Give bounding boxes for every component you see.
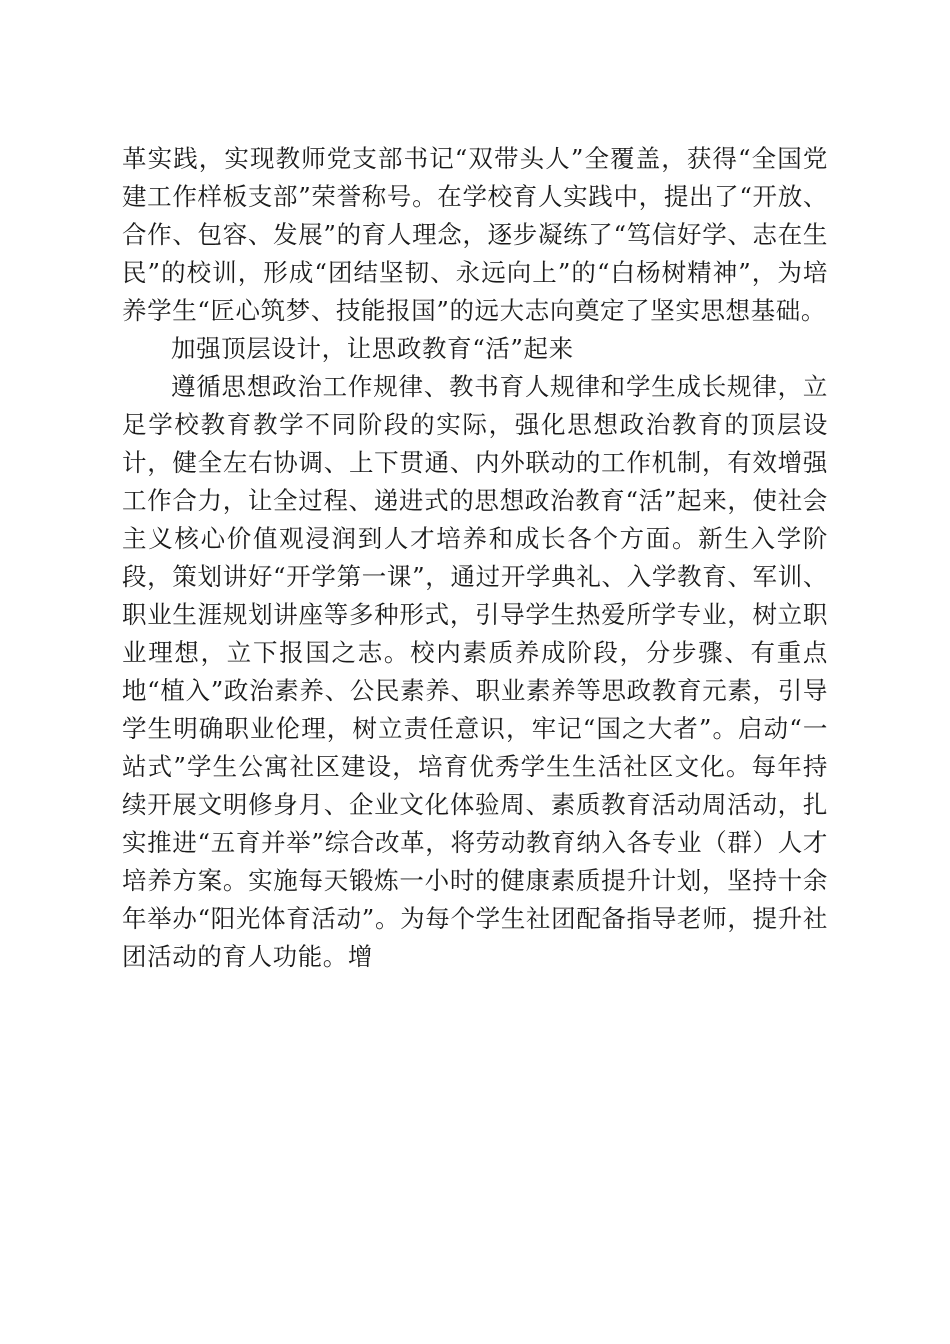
paragraph-body: 遵循思想政治工作规律、教书育人规律和学生成长规律，立足学校教育教学不同阶段的实际，强化思想政治教育的顶层设计，健全左右协调、上下贯通、内外联动的工作机制，有效增强工作合力，让全过程、递进式的思想政治教育“活”起来，使社会主义核心价值观浸润到人才培养和成长各个方面。新生入学阶段，策划讲好“开学第一课”，通过开学典礼、入学教育、军训、职业生涯规划讲座等多种形式，引导学生热爱所学专业，树立职业理想，立下报国之志。校内素质养成阶段，分步骤、有重点地“植入”政治素养、公民素养、职业素养等思政教育元素，引导学生明确职业伦理，树立责任意识，牢记“国之大者”。启动“一站式”学生公寓社区建设，培育优秀学生生活社区文化。每年持续开展文明修身月、企业文化体验周、素质教育活动周活动，扎实推进“五育并举”综合改革，将劳动教育纳入各专业（群）人才培养方案。实施每天锻炼一小时的健康素质提升计划，坚持十余年举办“阳光体育活动”。为每个学生社团配备指导老师，提升社团活动的育人功能。增 [122,372,828,971]
paragraph-continued: 革实践，实现教师党支部书记“双带头人”全覆盖，获得“全国党建工作样板支部”荣誉称号。在学校育人实践中，提出了“开放、合作、包容、发展”的育人理念，逐步凝练了“笃信好学、志在生民”的校训，形成“团结坚韧、永远向上”的“白杨树精神”，为培养学生“匠心筑梦、技能报国”的远大志向奠定了坚实思想基础。 [122,144,828,325]
section-heading: 加强顶层设计，让思政教育“活”起来 [171,334,574,363]
document-body [122,140,828,976]
